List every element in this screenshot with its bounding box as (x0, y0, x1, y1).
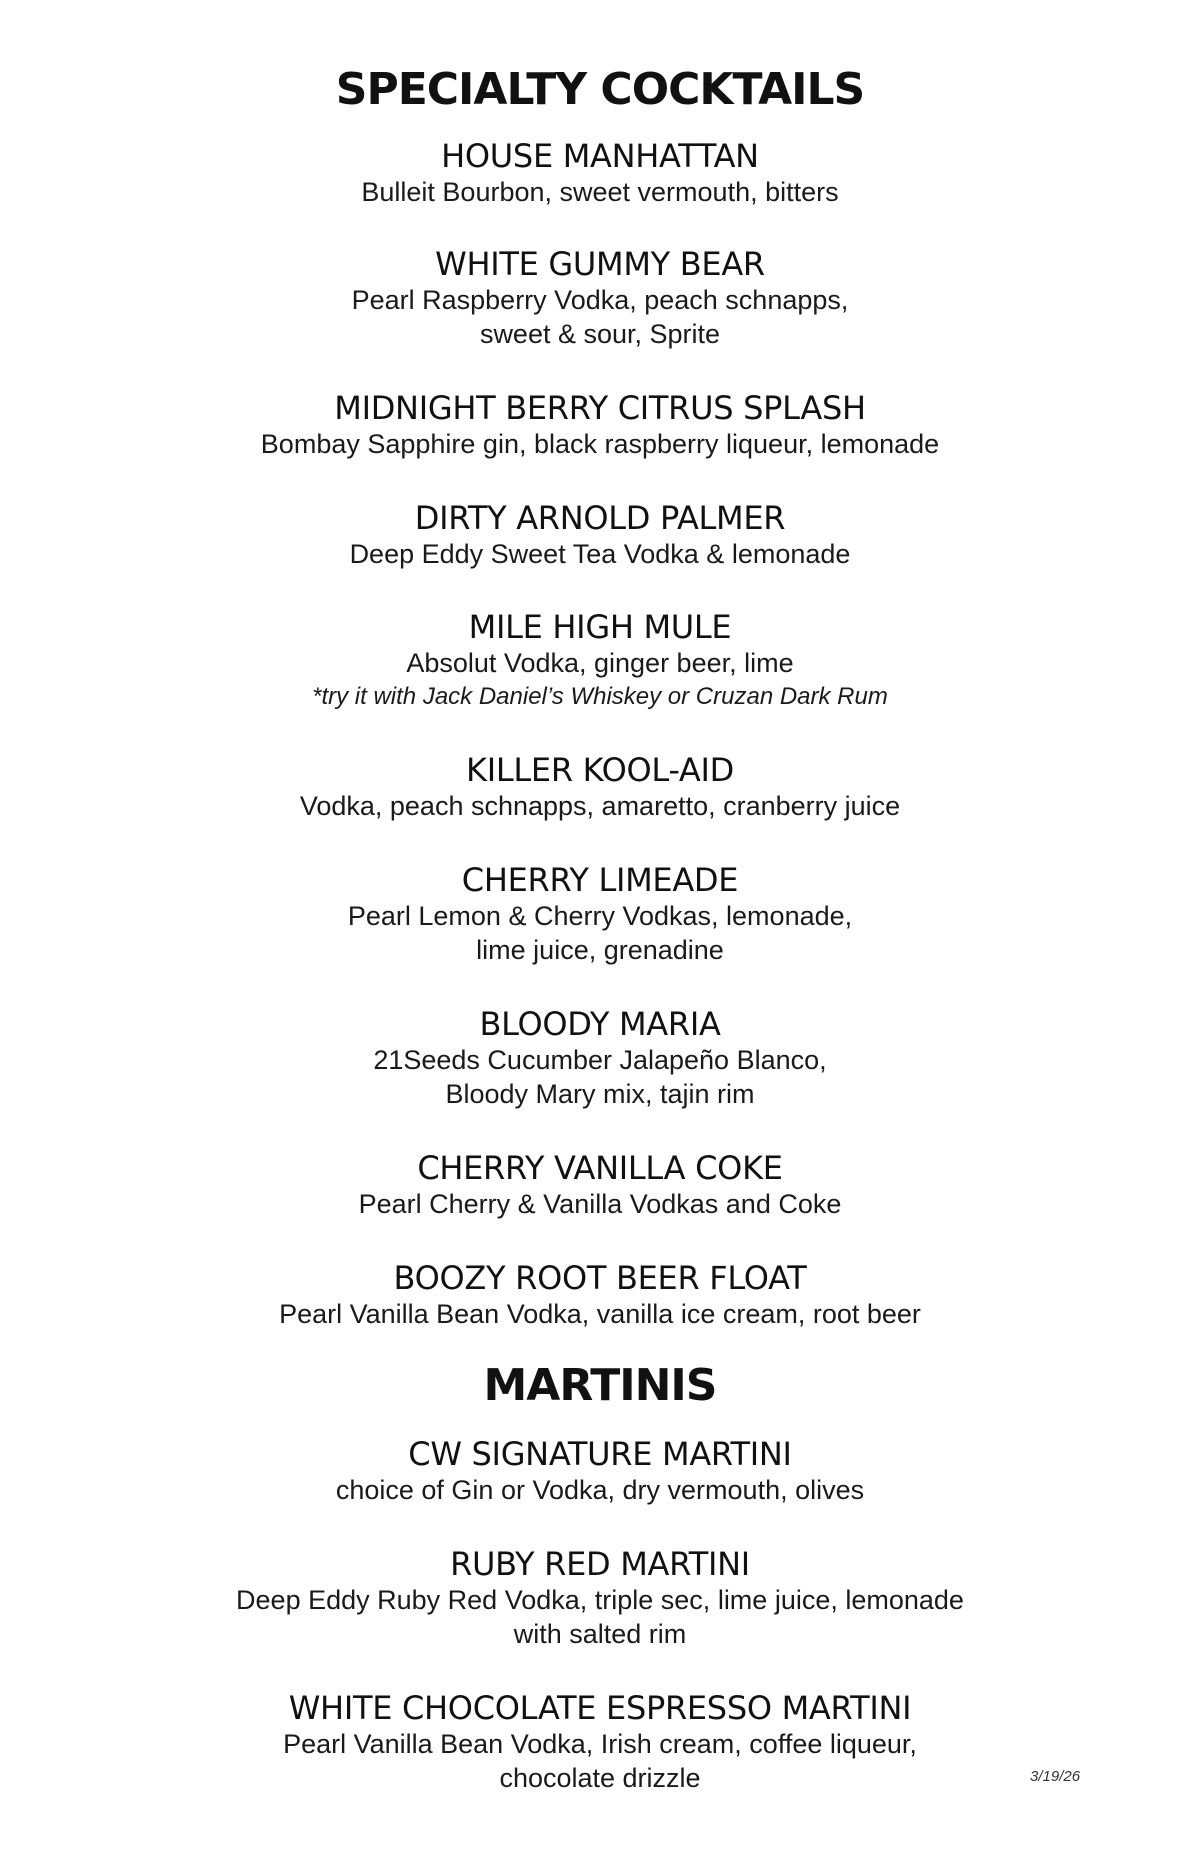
item-name: MIDNIGHT BERRY CITRUS SPLASH (334, 389, 866, 427)
item-description: Deep Eddy Ruby Red Vodka, triple sec, lime juice, lemonade (236, 1585, 964, 1615)
item-name: CHERRY VANILLA COKE (417, 1149, 783, 1187)
menu-item-bloody-maria (0, 1005, 1200, 1111)
item-description: with salted rim (513, 1619, 687, 1649)
menu-item-cherry-limeade (0, 861, 1200, 967)
martinis-heading: MARTINIS (483, 1360, 717, 1411)
item-description: Pearl Cherry & Vanilla Vodkas and Coke (358, 1189, 842, 1219)
menu-item-killer-kool-aid (0, 751, 1200, 823)
menu-item-white-gummy-bear (0, 245, 1200, 351)
item-name: RUBY RED MARTINI (450, 1545, 750, 1583)
item-description: Bloody Mary mix, tajin rim (445, 1079, 755, 1109)
menu-item-house-manhattan (0, 137, 1200, 209)
item-description: lime juice, grenadine (476, 935, 724, 965)
revision-date: 3/19/26 (1030, 1768, 1081, 1785)
menu-item-midnight-berry-citrus-splash (0, 389, 1200, 461)
item-name: WHITE GUMMY BEAR (435, 245, 765, 283)
item-name: CW SIGNATURE MARTINI (408, 1435, 792, 1473)
menu-item-dirty-arnold-palmer (0, 499, 1200, 571)
menu-item-boozy-root-beer-float (0, 1259, 1200, 1331)
item-note: *try it with Jack Daniel’s Whiskey or Cruzan Dark Rum (312, 683, 888, 710)
item-description: Absolut Vodka, ginger beer, lime (406, 648, 794, 678)
item-description: choice of Gin or Vodka, dry vermouth, olives (335, 1475, 865, 1505)
item-name: WHITE CHOCOLATE ESPRESSO MARTINI (288, 1689, 912, 1727)
menu-item-mile-high-mule (0, 608, 1200, 714)
item-description: Bulleit Bourbon, sweet vermouth, bitters (361, 177, 839, 207)
item-name: CHERRY LIMEADE (461, 861, 739, 899)
item-description: Pearl Raspberry Vodka, peach schnapps, (351, 285, 849, 315)
item-name: HOUSE MANHATTAN (441, 137, 759, 175)
item-description: Bombay Sapphire gin, black raspberry liqueur, lemonade (260, 429, 940, 459)
item-name: KILLER KOOL-AID (466, 751, 734, 789)
item-description: Pearl Vanilla Bean Vodka, vanilla ice cream, root beer (279, 1299, 921, 1329)
menu-item-ruby-red-martini (0, 1545, 1200, 1651)
menu-item-cherry-vanilla-coke (0, 1149, 1200, 1221)
item-description: Pearl Lemon & Cherry Vodkas, lemonade, (347, 901, 853, 931)
item-description: sweet & sour, Sprite (479, 319, 721, 349)
item-description: 21Seeds Cucumber Jalapeño Blanco, (373, 1045, 827, 1075)
item-description: chocolate drizzle (499, 1763, 701, 1793)
item-name: BLOODY MARIA (479, 1005, 721, 1043)
item-name: BOOZY ROOT BEER FLOAT (393, 1259, 807, 1297)
item-name: MILE HIGH MULE (468, 608, 732, 646)
item-description: Deep Eddy Sweet Tea Vodka & lemonade (349, 539, 851, 569)
item-name: DIRTY ARNOLD PALMER (414, 499, 786, 537)
menu-item-cw-signature-martini (0, 1435, 1200, 1507)
item-description: Vodka, peach schnapps, amaretto, cranberry juice (299, 791, 901, 821)
item-description: Pearl Vanilla Bean Vodka, Irish cream, coffee liqueur, (283, 1729, 917, 1759)
specialty-cocktails-heading: SPECIALTY COCKTAILS (335, 64, 865, 115)
menu-item-white-chocolate-espresso-martini (0, 1689, 1200, 1795)
